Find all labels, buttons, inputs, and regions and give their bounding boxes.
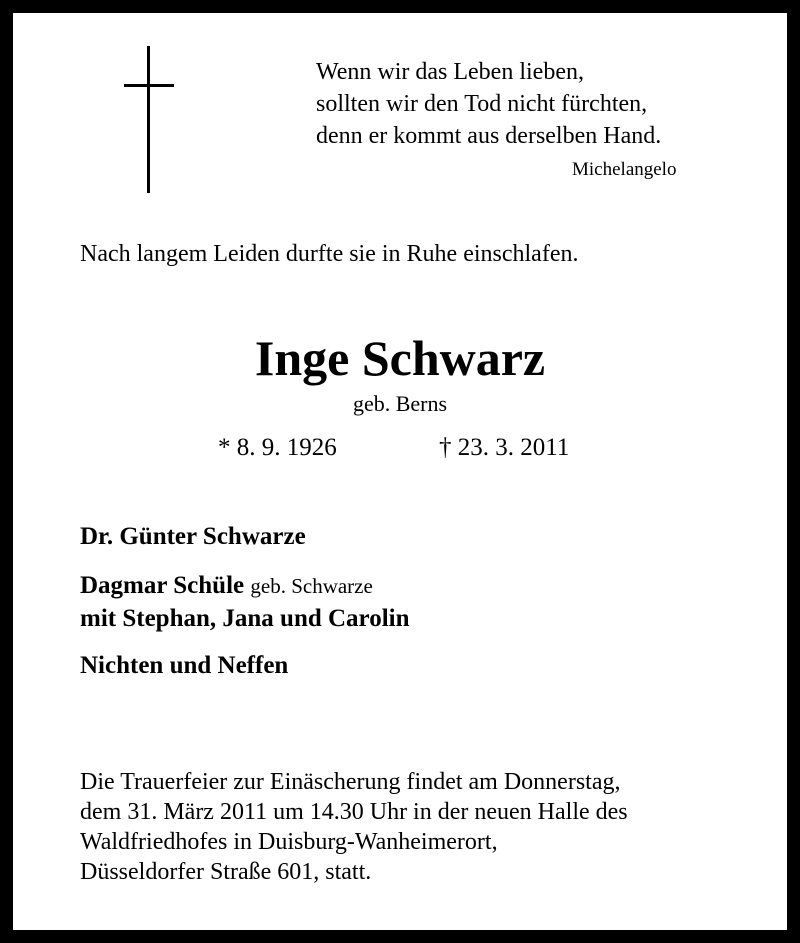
notice-line: Die Trauerfeier zur Einäscherung findet am Donnerstag, [80, 769, 621, 795]
cross-icon [124, 46, 174, 193]
mourner-name: mit Stephan, Jana und Carolin [80, 605, 410, 632]
mourner-maiden-name: geb. Schwarze [250, 574, 373, 598]
mourner-line [80, 605, 410, 633]
mourner-name: Dagmar Schüle [80, 572, 245, 599]
mourner-line [80, 523, 306, 551]
quote-line: Wenn wir das Leben lieben, [316, 59, 584, 85]
funeral-notice [80, 767, 628, 887]
cross-horizontal-bar [124, 84, 174, 87]
notice-line: dem 31. März 2011 um 14.30 Uhr in der neuen Halle des [80, 799, 628, 825]
mourner-line [80, 652, 288, 680]
quote-line: sollten wir den Tod nicht fürchten, [316, 91, 648, 117]
intro-text: Nach langem Leiden durfte sie in Ruhe einschlafen. [80, 241, 579, 267]
quote-author: Michelangelo [572, 159, 677, 180]
maiden-name: geb. Berns [352, 391, 448, 416]
notice-line: Düsseldorfer Straße 601, statt. [80, 859, 372, 885]
mourner-name: Nichten und Neffen [80, 652, 289, 679]
mourner-name: Dr. Günter Schwarze [80, 523, 306, 550]
quote [316, 56, 661, 152]
birth-date: * 8. 9. 1926 [218, 434, 337, 461]
quote-line: denn er kommt aus derselben Hand. [316, 123, 662, 149]
mourner-line [80, 572, 373, 600]
death-date: † 23. 3. 2011 [439, 434, 570, 461]
notice-line: Waldfriedhofes in Duisburg-Wanheimerort, [80, 829, 498, 855]
cross-vertical-bar [147, 46, 150, 193]
deceased-name: Inge Schwarz [254, 330, 546, 386]
